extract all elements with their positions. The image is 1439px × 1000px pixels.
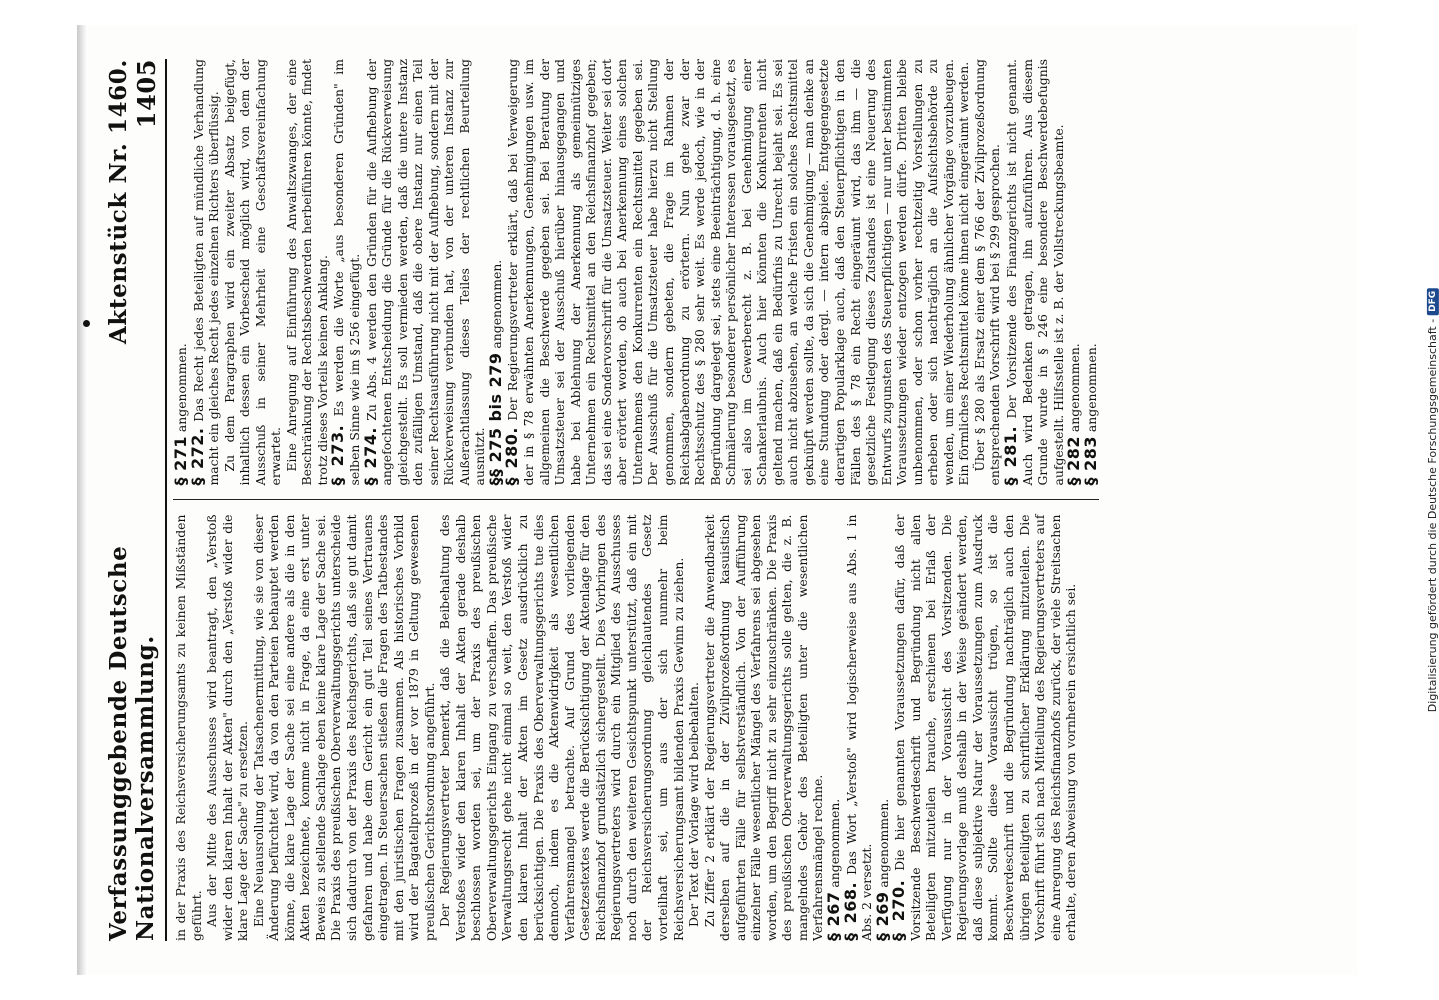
section-text: Das Wort „Verstoß" wird logischerweise aus Abs. 1 in Abs. 2 versetzt. — [843, 514, 875, 941]
section-number: §§ 275 bis 279 — [485, 352, 505, 486]
section-text: Das Recht jedes Beteiligten auf mündliche Verhandlung macht ein gleiches Recht jedes einzelnen Richters überflüssig. — [190, 59, 222, 486]
paragraph-section — [823, 515, 843, 942]
section-number: § 267 — [823, 891, 843, 941]
scan-shadow-edge — [77, 25, 87, 975]
body-paragraph: Zu dem Paragraphen wird ein zweiter Absatz beigefügt, inhaltlich dessen ein Vorbescheid möglich wird, von dem der Ausschuß in seiner Mehrheit eine Geschäftsvereinfachung erwartet. — [221, 59, 284, 486]
page-number: 1405 — [132, 59, 161, 129]
body-paragraph: in der Praxis des Reichsversicherungsamts zu keinen Mißständen geführt. — [173, 514, 204, 941]
scanned-page — [77, 25, 1357, 975]
column-divider — [173, 500, 1099, 501]
paragraph-section — [1080, 59, 1100, 486]
section-text: Die hier genannten Voraussetzungen dafür, daß der Vorsitzende Beschwerdeschrift und Begründung nicht allen Beteiligten mitzuteilen brauche, erschienen bei Erlaß der Verfügung nur in der Voraussicht des Vorsitzenden. Die Regierungsvorlage muß deshalb in der Weise geändert werden, daß diese subjektive Natur der Voraussetzungen zum Ausdruck kommt. Sollte diese Voraussicht trügen, so ist die Beschwerdeschrift und die Begründung nachträglich auch den übrigen Beteiligten zu schriftlicher Erklärung mitzuteilen. Die Vorschrift führt sich nach Mitteilung des Regierungsvertreters auf eine Anregung des Reichsfinanzhofs zurück, der viele Streitsachen erhalte, deren Abweisung von vornherein ersichtlich sei. — [892, 514, 1079, 941]
section-text: Der Regierungsvertreter erklärt, daß bei Verweigerung der in § 78 erwähnten Anerkennungen, Genehmigungen usw. im allgemeinen die Beschwerde gegeben sei. Bei Beratung der Umsatzsteuer sei der Ausschuß hierüber hinausgegangen und habe bei Ablehnung der Anerkennung als gemeinnütziges Unternehmen ein Rechtsmittel an den Reichsfinanzhof gegeben; das sei eine Sondervorschrift für die Umsatzsteuer. Weiter sei dort aber erörtert worden, ob auch bei Anerkennung eines solchen Unternehmens den Konkurrenten ein Rechtsmittel gegeben sei. Der Ausschuß für die Umsatzsteuer habe hierzu nicht Stellung genommen, sondern gebeten, die Frage im Rahmen der Reichsabgabenordnung zu erörtern. Nun gehe zwar der Rechtsschutz des § 280 sehr weit. Es werde jedoch, wie in der Begründung dargelegt sei, stets eine Beeinträchtigung, d. h. eine Schmälerung besonderer persönlicher Interessen vorausgesetzt, es sei also im Gewerberecht z. B. bei Genehmigung einer Schankerlaubnis. Auch hier könnten die Konkurrenten nicht geltend machen, daß ein Bedürfnis zu Unrecht bejaht sei. Es sei auch nicht abzusehen, an welche Fristen ein solches Rechtsmittel geknüpft werden sollte, da sich die Genehmigung — man denke an eine Stundung oder dergl. — intern abspiele. Entgegengesetzte derartigen Popularklage auch, daß den Steuerpflichtigen in den Fällen des § 78 ein Recht eingeräumt wird, das ihm — die gesetzliche Festlegung dieses Zustandes ist eine Neuerung des Entwurfs zugunsten des Steuerpflichtigen — nur unter bestimmten Voraussetzungen wieder entzogen werden dürfe. Dritten bleibe unbenommen, oder schon vorher rechtzeitig Vorstellungen zu erheben oder sich nachträglich an die Aufsichtsbehörde zu wenden, um einer Wiederholung ähnlicher Vorgänge vorzubeugen. Ein förmliches Rechtsmittel könne ihnen nicht eingeräumt werden. — [505, 59, 972, 486]
body-paragraph: Der Regierungsvertreter bemerkt, daß die Beibehaltung des Verstoßes wider den klaren Inhalt der Akten gerade deshalb beschlossen worden sei, um der Praxis des preußischen Oberverwaltungsgerichts Eingang zu verschaffen. Das preußische Verwaltungsrecht gehe nicht einmal so weit, den Verstoß wider den klaren Inhalt der Akten im Gesetz ausdrücklich zu berücksichtigen. Die Praxis des Oberverwaltungsgerichts tue dies dennoch, indem es die Aktenwidrigkeit als wesentlichen Verfahrensmangel betrachte. Auf Grund des vorliegenden Gesetzestextes werde die Berücksichtigung der Aktenlage für den Reichsfinanzhof grundsätzlich sichergestellt. Dies Vorbringen des Regierungsvertreters wird durch ein Mitglied des Ausschusses noch durch den weiteren Gesichtspunkt unterstützt, daß ein mit der Reichsversicherungsordnung gleichlautendes Gesetz vorteilhaft sei, um aus der sich nunmehr beim Reichsversicherungsamt bildenden Praxis Gewinn zu ziehen. — [437, 514, 686, 941]
body-paragraph: Zu Ziffer 2 erklärt der Regierungsvertreter die Anwendbarkeit derselben auf die in der Zivilprozeßordnung kasuistisch aufgeführten Fälle für selbstverständlich. Von der Aufführung einzelner Fälle wesentlicher Mängel des Verfahrens sei abgesehen worden, um den Begriff nicht zu sehr einzuschränken. Die Praxis des preußischen Oberverwaltungsgerichts solle gelten, die z. B. mangelndes Gehör des Beteiligten unter die wesentlichen Verfahrensmängel rechne. — [701, 514, 826, 941]
section-number: § 282 — [1064, 436, 1084, 486]
section-number: § 273. — [328, 424, 348, 486]
digitization-note-text: Digitalisierung gefördert durch die Deutsche Forschungsgemeinschaft - — [1425, 318, 1439, 713]
body-paragraph: Über § 280 als Ersatz einer dem § 766 der Zivilprozeßordnung entsprechenden Vorschrift wird bei § 299 gesprochen. — [971, 59, 1003, 486]
section-text: angenommen. — [1083, 343, 1099, 433]
paragraph-section — [485, 59, 505, 486]
paragraph-section — [891, 515, 1079, 942]
body-paragraph: Eine Anregung auf Einführung des Anwaltszwanges, der eine Beschränkung der Rechtsbeschwerden herbeiführen könnte, findet trotz dieses Vorteils keinen Anklang. — [283, 59, 330, 486]
body-paragraph: Aus der Mitte des Ausschusses wird beantragt, den „Verstoß wider den klaren Inhalt der Akten" durch den „Verstoß wider die klare Lage der Sache" zu ersetzen. — [204, 514, 251, 941]
section-text: angenommen. — [875, 798, 891, 888]
document-number: Aktenstück Nr. 1460. — [105, 59, 132, 345]
section-number: § 281. — [1000, 425, 1020, 486]
section-text: Zu Abs. 4 werden den Gründen für die Aufhebung der angefochtenen Entscheidung die Gründe für die Rückverweisung gleichgestellt. Es soll vermieden werden, daß die untere Instanz den zufälligen Umstand, daß die obere Instanz nur einen Teil seiner Rechtsausführung nicht mit der Aufhebung, sondern mit der Rückverweisung verbunden hat, von der unteren Instanz zur Außerachtlassung dieses Teiles der rechtlichen Beurteilung ausnützt. — [363, 59, 488, 486]
section-number: § 274. — [360, 427, 380, 486]
section-number: § 270. — [889, 879, 909, 941]
paragraph-section — [173, 59, 190, 486]
section-number: § 268. — [840, 881, 860, 941]
section-number: § 283 — [1080, 436, 1100, 486]
body-paragraph: Eine Neuausrollung der Tatsachenermittlung, wie sie von dieser Änderung befürchtet wird, da von den Parteien behauptet werden könne, die klare Lage der Sache sei eine andere als die in den Akten bezeichnete, komme nicht in Frage, da eine erst unter Beweis zu stellende Sachlage eben keine klare Lage der Sache sei. Die Praxis des preußischen Oberverwaltungsgerichts unterscheide sich dadurch von der Praxis des Reichsgerichts, daß sie gut damit gefahren und habe dem Gericht ein gut Teil seines Vertrauens eingetragen. In Steuersachen stießen die Fragen des Tatbestandes mit den juristischen Fragen zusammen. Als historisches Vorbild wird der Bagatellprozeß in der vor 1879 in Geltung gewesenen preußischen Gerichtsordnung angeführt. — [250, 514, 437, 941]
running-head-document — [105, 59, 161, 384]
section-text: Der Vorsitzende des Finanzgerichts ist nicht genannt. Auch wird Bedenken getragen, ihn aufzuführen. Aus diesem Grunde wurde in § 246 eine besondere Beschwerdebefugnis aufgestellt. Hilfsstelle ist z. B. der Vollstreckungsbeamte. — [1003, 59, 1066, 486]
digitization-note — [1426, 288, 1439, 712]
section-number: § 272. — [187, 427, 207, 486]
paragraph-section — [187, 59, 222, 486]
paragraph-section — [360, 59, 488, 486]
left-column — [173, 515, 1099, 942]
text-columns — [173, 59, 1099, 941]
paragraph-section — [872, 515, 892, 942]
paragraph-section — [840, 514, 875, 942]
paragraph-section — [1000, 59, 1066, 486]
section-text: angenommen. — [174, 343, 189, 433]
paragraph-section — [1066, 59, 1083, 486]
body-paragraph: Der Text der Vorlage wird beibehalten. — [686, 682, 702, 927]
ink-speck — [83, 320, 90, 327]
section-number: § 271 — [171, 436, 190, 486]
section-text: Es werden die Worte „aus besonderen Gründen" im selben Sinne wie im § 256 eingefügt. — [331, 59, 363, 486]
section-text: angenommen. — [488, 259, 504, 349]
section-text: angenommen. — [1067, 343, 1083, 433]
paragraph-section — [504, 59, 971, 486]
section-number: § 269 — [872, 891, 892, 941]
paragraph-section — [330, 59, 362, 486]
right-column — [173, 59, 1099, 486]
section-text: angenommen. — [826, 798, 842, 888]
dfg-logo: DFG — [1426, 288, 1438, 315]
section-number: § 280. — [502, 427, 522, 486]
running-head — [105, 59, 167, 941]
running-head-title: Verfassunggebende Deutsche Nationalversammlung. — [105, 545, 159, 941]
